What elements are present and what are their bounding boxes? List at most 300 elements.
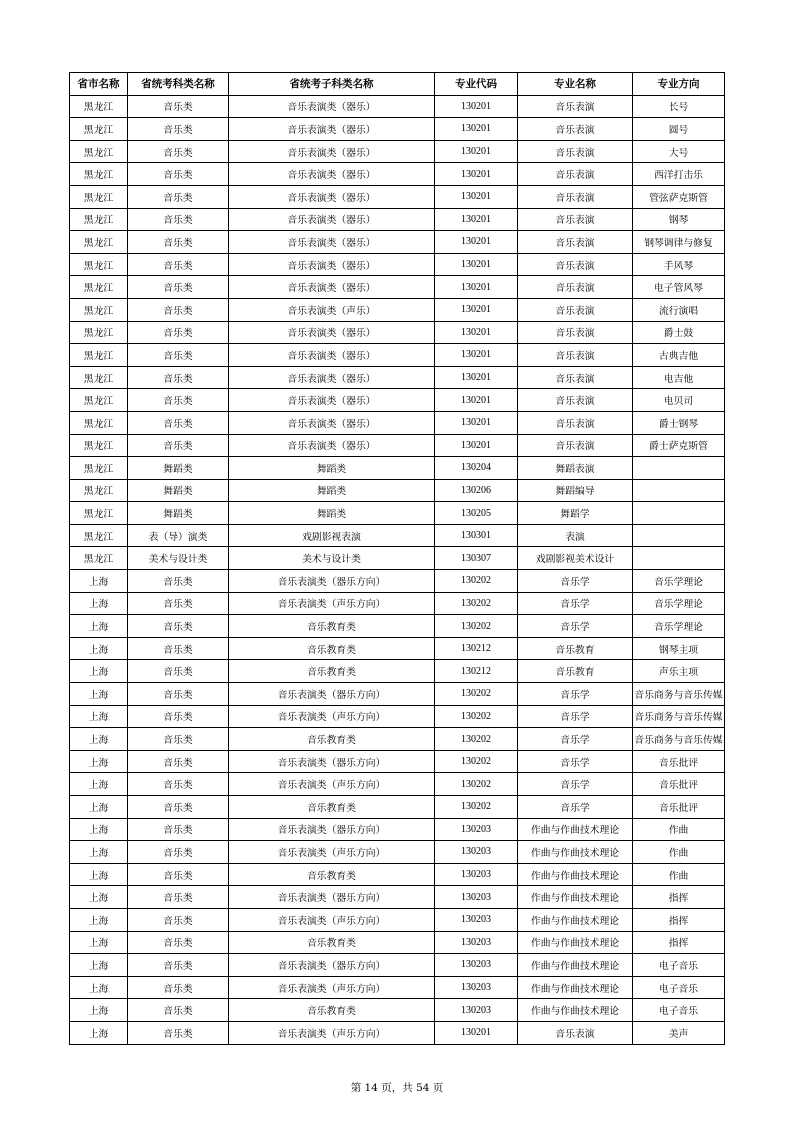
- cell-major-direction: 作曲: [633, 863, 725, 886]
- cell-category: 音乐类: [128, 185, 229, 208]
- cell-category: 音乐类: [128, 841, 229, 864]
- table-row: [70, 773, 725, 796]
- table-row: [70, 389, 725, 412]
- cell-province: 上海: [70, 908, 128, 931]
- cell-major-name: 音乐表演: [518, 253, 633, 276]
- table-row: [70, 118, 725, 141]
- cell-major-name: 音乐表演: [518, 411, 633, 434]
- cell-major-direction: 爵士萨克斯管: [633, 434, 725, 457]
- cell-major-code: 130202: [435, 750, 518, 773]
- cell-province: 黑龙江: [70, 502, 128, 525]
- cell-province: 上海: [70, 615, 128, 638]
- cell-major-direction: 电贝司: [633, 389, 725, 412]
- table-row: [70, 931, 725, 954]
- cell-category: 音乐类: [128, 298, 229, 321]
- cell-subcategory: 音乐表演类（声乐方向）: [229, 976, 435, 999]
- cell-major-direction: 古典吉他: [633, 344, 725, 367]
- cell-category: 音乐类: [128, 773, 229, 796]
- cell-major-code: 130203: [435, 976, 518, 999]
- cell-province: 上海: [70, 705, 128, 728]
- cell-major-code: 130203: [435, 863, 518, 886]
- cell-major-direction: 作曲: [633, 841, 725, 864]
- cell-province: 黑龙江: [70, 411, 128, 434]
- cell-major-direction: 电子管风琴: [633, 276, 725, 299]
- cell-subcategory: 音乐表演类（器乐）: [229, 276, 435, 299]
- cell-category: 音乐类: [128, 321, 229, 344]
- cell-category: 音乐类: [128, 118, 229, 141]
- cell-subcategory: 音乐表演类（器乐方向）: [229, 683, 435, 706]
- cell-major-code: 130201: [435, 344, 518, 367]
- cell-major-code: 130201: [435, 434, 518, 457]
- cell-major-name: 音乐表演: [518, 321, 633, 344]
- cell-subcategory: 音乐教育类: [229, 999, 435, 1022]
- cell-subcategory: 音乐表演类（声乐方向）: [229, 773, 435, 796]
- cell-major-name: 音乐表演: [518, 344, 633, 367]
- cell-major-code: 130201: [435, 231, 518, 254]
- cell-major-direction: 手风琴: [633, 253, 725, 276]
- cell-major-name: 作曲与作曲技术理论: [518, 976, 633, 999]
- cell-category: 舞蹈类: [128, 502, 229, 525]
- header-major-direction: 专业方向: [633, 73, 725, 96]
- cell-category: 舞蹈类: [128, 457, 229, 480]
- cell-major-direction: 声乐主项: [633, 660, 725, 683]
- cell-province: 上海: [70, 1021, 128, 1044]
- cell-category: 音乐类: [128, 140, 229, 163]
- cell-major-name: 音乐教育: [518, 637, 633, 660]
- cell-major-code: 130201: [435, 95, 518, 118]
- cell-subcategory: 音乐表演类（器乐方向）: [229, 750, 435, 773]
- table-row: [70, 231, 725, 254]
- cell-major-name: 作曲与作曲技术理论: [518, 908, 633, 931]
- cell-province: 上海: [70, 637, 128, 660]
- cell-subcategory: 音乐表演类（器乐）: [229, 118, 435, 141]
- cell-province: 黑龙江: [70, 276, 128, 299]
- cell-major-name: 音乐表演: [518, 389, 633, 412]
- table-row: [70, 615, 725, 638]
- cell-major-name: 音乐表演: [518, 434, 633, 457]
- cell-major-code: 130212: [435, 637, 518, 660]
- cell-subcategory: 音乐表演类（声乐方向）: [229, 908, 435, 931]
- cell-subcategory: 音乐教育类: [229, 863, 435, 886]
- cell-subcategory: 音乐表演类（器乐方向）: [229, 886, 435, 909]
- table-row: [70, 796, 725, 819]
- cell-major-direction: 爵士钢琴: [633, 411, 725, 434]
- table-row: [70, 999, 725, 1022]
- table-row: [70, 479, 725, 502]
- cell-major-code: 130202: [435, 592, 518, 615]
- cell-subcategory: 音乐表演类（器乐）: [229, 321, 435, 344]
- cell-major-code: 130203: [435, 931, 518, 954]
- cell-province: 黑龙江: [70, 524, 128, 547]
- cell-province: 黑龙江: [70, 231, 128, 254]
- cell-subcategory: 戏剧影视表演: [229, 524, 435, 547]
- cell-category: 音乐类: [128, 660, 229, 683]
- cell-major-name: 戏剧影视美术设计: [518, 547, 633, 570]
- cell-subcategory: 音乐表演类（器乐）: [229, 185, 435, 208]
- cell-major-direction: [633, 479, 725, 502]
- cell-major-direction: 大号: [633, 140, 725, 163]
- cell-category: 音乐类: [128, 95, 229, 118]
- header-major-name: 专业名称: [518, 73, 633, 96]
- cell-major-direction: 美声: [633, 1021, 725, 1044]
- cell-major-direction: 电子音乐: [633, 976, 725, 999]
- cell-category: 音乐类: [128, 276, 229, 299]
- cell-category: 音乐类: [128, 863, 229, 886]
- cell-major-code: 130201: [435, 185, 518, 208]
- page-footer: 第 14 页，共 54 页: [350, 1082, 444, 1094]
- cell-major-name: 音乐学: [518, 773, 633, 796]
- cell-major-name: 舞蹈编导: [518, 479, 633, 502]
- cell-province: 上海: [70, 931, 128, 954]
- cell-category: 表（导）演类: [128, 524, 229, 547]
- cell-subcategory: 舞蹈类: [229, 457, 435, 480]
- cell-major-direction: 钢琴调律与修复: [633, 231, 725, 254]
- cell-province: 黑龙江: [70, 140, 128, 163]
- cell-major-code: 130212: [435, 660, 518, 683]
- table-row: [70, 140, 725, 163]
- cell-major-code: 130203: [435, 886, 518, 909]
- cell-category: 音乐类: [128, 434, 229, 457]
- table-row: [70, 705, 725, 728]
- cell-major-direction: 钢琴主项: [633, 637, 725, 660]
- cell-subcategory: 音乐表演类（声乐方向）: [229, 592, 435, 615]
- cell-major-direction: 作曲: [633, 818, 725, 841]
- cell-province: 黑龙江: [70, 208, 128, 231]
- cell-major-code: 130203: [435, 841, 518, 864]
- cell-major-name: 表演: [518, 524, 633, 547]
- cell-major-direction: 钢琴: [633, 208, 725, 231]
- cell-category: 音乐类: [128, 954, 229, 977]
- cell-major-name: 音乐学: [518, 570, 633, 593]
- cell-category: 音乐类: [128, 344, 229, 367]
- cell-category: 舞蹈类: [128, 479, 229, 502]
- cell-major-code: 130201: [435, 321, 518, 344]
- cell-major-direction: [633, 547, 725, 570]
- cell-category: 音乐类: [128, 1021, 229, 1044]
- cell-major-code: 130201: [435, 253, 518, 276]
- cell-category: 音乐类: [128, 366, 229, 389]
- cell-subcategory: 音乐教育类: [229, 728, 435, 751]
- cell-province: 上海: [70, 976, 128, 999]
- cell-province: 上海: [70, 750, 128, 773]
- cell-province: 上海: [70, 954, 128, 977]
- cell-province: 黑龙江: [70, 547, 128, 570]
- cell-province: 黑龙江: [70, 321, 128, 344]
- cell-major-name: 作曲与作曲技术理论: [518, 954, 633, 977]
- cell-major-code: 130203: [435, 999, 518, 1022]
- cell-province: 上海: [70, 841, 128, 864]
- cell-province: 黑龙江: [70, 185, 128, 208]
- table-row: [70, 276, 725, 299]
- cell-province: 黑龙江: [70, 253, 128, 276]
- cell-province: 黑龙江: [70, 389, 128, 412]
- cell-major-direction: 音乐批评: [633, 750, 725, 773]
- cell-province: 上海: [70, 728, 128, 751]
- table-row: [70, 547, 725, 570]
- cell-subcategory: 舞蹈类: [229, 502, 435, 525]
- cell-subcategory: 音乐表演类（器乐方向）: [229, 954, 435, 977]
- cell-category: 音乐类: [128, 999, 229, 1022]
- table-row: [70, 411, 725, 434]
- cell-major-direction: [633, 457, 725, 480]
- table-row: [70, 1021, 725, 1044]
- cell-subcategory: 音乐表演类（器乐）: [229, 208, 435, 231]
- cell-major-name: 舞蹈学: [518, 502, 633, 525]
- table-row: [70, 841, 725, 864]
- cell-category: 音乐类: [128, 886, 229, 909]
- cell-major-direction: 指挥: [633, 908, 725, 931]
- cell-major-name: 作曲与作曲技术理论: [518, 931, 633, 954]
- cell-major-direction: 音乐批评: [633, 773, 725, 796]
- cell-subcategory: 舞蹈类: [229, 479, 435, 502]
- cell-major-code: 130202: [435, 570, 518, 593]
- cell-subcategory: 美术与设计类: [229, 547, 435, 570]
- cell-province: 上海: [70, 863, 128, 886]
- cell-subcategory: 音乐表演类（器乐）: [229, 163, 435, 186]
- cell-major-name: 音乐学: [518, 728, 633, 751]
- cell-major-code: 130301: [435, 524, 518, 547]
- table-row: [70, 434, 725, 457]
- cell-major-code: 130201: [435, 163, 518, 186]
- table-row: [70, 95, 725, 118]
- cell-subcategory: 音乐教育类: [229, 660, 435, 683]
- table-row: [70, 750, 725, 773]
- cell-subcategory: 音乐教育类: [229, 637, 435, 660]
- cell-subcategory: 音乐表演类（器乐）: [229, 231, 435, 254]
- cell-major-code: 130206: [435, 479, 518, 502]
- cell-subcategory: 音乐表演类（器乐）: [229, 253, 435, 276]
- cell-major-direction: 音乐批评: [633, 796, 725, 819]
- cell-major-direction: 长号: [633, 95, 725, 118]
- cell-category: 音乐类: [128, 411, 229, 434]
- cell-province: 黑龙江: [70, 298, 128, 321]
- cell-subcategory: 音乐表演类（器乐）: [229, 95, 435, 118]
- cell-category: 音乐类: [128, 615, 229, 638]
- cell-major-code: 130202: [435, 615, 518, 638]
- cell-major-name: 音乐表演: [518, 1021, 633, 1044]
- cell-category: 音乐类: [128, 208, 229, 231]
- cell-major-direction: 指挥: [633, 931, 725, 954]
- cell-subcategory: 音乐表演类（器乐）: [229, 389, 435, 412]
- cell-major-direction: 音乐学理论: [633, 592, 725, 615]
- cell-major-code: 130307: [435, 547, 518, 570]
- cell-province: 黑龙江: [70, 479, 128, 502]
- cell-major-code: 130201: [435, 140, 518, 163]
- header-subcategory: 省统考子科类名称: [229, 73, 435, 96]
- cell-category: 音乐类: [128, 683, 229, 706]
- cell-category: 音乐类: [128, 592, 229, 615]
- cell-province: 上海: [70, 683, 128, 706]
- header-province: 省市名称: [70, 73, 128, 96]
- cell-major-code: 130201: [435, 389, 518, 412]
- cell-major-direction: 音乐商务与音乐传媒: [633, 683, 725, 706]
- cell-subcategory: 音乐表演类（声乐方向）: [229, 841, 435, 864]
- cell-major-direction: 音乐商务与音乐传媒: [633, 705, 725, 728]
- cell-subcategory: 音乐表演类（器乐）: [229, 366, 435, 389]
- table-row: [70, 253, 725, 276]
- cell-major-name: 音乐表演: [518, 163, 633, 186]
- cell-subcategory: 音乐表演类（器乐方向）: [229, 570, 435, 593]
- table-row: [70, 660, 725, 683]
- cell-major-name: 音乐学: [518, 750, 633, 773]
- cell-major-code: 130201: [435, 276, 518, 299]
- table-row: [70, 886, 725, 909]
- cell-category: 音乐类: [128, 570, 229, 593]
- table-row: [70, 592, 725, 615]
- cell-major-name: 作曲与作曲技术理论: [518, 818, 633, 841]
- table-row: [70, 683, 725, 706]
- cell-major-direction: 电吉他: [633, 366, 725, 389]
- cell-major-direction: 管弦萨克斯管: [633, 185, 725, 208]
- cell-category: 音乐类: [128, 796, 229, 819]
- cell-major-name: 舞蹈表演: [518, 457, 633, 480]
- cell-major-direction: 音乐学理论: [633, 615, 725, 638]
- cell-major-direction: 爵士鼓: [633, 321, 725, 344]
- cell-province: 上海: [70, 886, 128, 909]
- cell-province: 上海: [70, 592, 128, 615]
- cell-category: 音乐类: [128, 637, 229, 660]
- cell-major-code: 130202: [435, 796, 518, 819]
- table-row: [70, 208, 725, 231]
- table-row: [70, 637, 725, 660]
- table-row: [70, 863, 725, 886]
- cell-subcategory: 音乐教育类: [229, 615, 435, 638]
- cell-major-name: 音乐教育: [518, 660, 633, 683]
- table-row: [70, 457, 725, 480]
- cell-subcategory: 音乐表演类（器乐方向）: [229, 818, 435, 841]
- cell-category: 音乐类: [128, 231, 229, 254]
- cell-subcategory: 音乐表演类（器乐）: [229, 411, 435, 434]
- program-table: [69, 72, 725, 1045]
- cell-province: 黑龙江: [70, 457, 128, 480]
- table-row: [70, 976, 725, 999]
- header-major-code: 专业代码: [435, 73, 518, 96]
- cell-category: 音乐类: [128, 931, 229, 954]
- cell-major-name: 音乐表演: [518, 298, 633, 321]
- cell-category: 音乐类: [128, 908, 229, 931]
- cell-province: 上海: [70, 570, 128, 593]
- table-row: [70, 502, 725, 525]
- table-row: [70, 954, 725, 977]
- cell-province: 黑龙江: [70, 366, 128, 389]
- cell-major-name: 音乐表演: [518, 231, 633, 254]
- cell-major-code: 130201: [435, 118, 518, 141]
- cell-province: 黑龙江: [70, 434, 128, 457]
- cell-major-direction: 指挥: [633, 886, 725, 909]
- table-row: [70, 908, 725, 931]
- cell-subcategory: 音乐表演类（声乐）: [229, 298, 435, 321]
- table-row: [70, 344, 725, 367]
- cell-major-code: 130202: [435, 773, 518, 796]
- cell-major-code: 130203: [435, 818, 518, 841]
- cell-major-direction: 西洋打击乐: [633, 163, 725, 186]
- cell-major-direction: 电子音乐: [633, 954, 725, 977]
- cell-major-code: 130202: [435, 683, 518, 706]
- table-row: [70, 524, 725, 547]
- cell-major-code: 130201: [435, 298, 518, 321]
- table-row: [70, 321, 725, 344]
- cell-major-name: 音乐表演: [518, 185, 633, 208]
- cell-subcategory: 音乐教育类: [229, 796, 435, 819]
- cell-major-name: 音乐学: [518, 705, 633, 728]
- cell-major-direction: 音乐商务与音乐传媒: [633, 728, 725, 751]
- table-row: [70, 818, 725, 841]
- cell-major-name: 音乐表演: [518, 208, 633, 231]
- header-category: 省统考科类名称: [128, 73, 229, 96]
- table-row: [70, 366, 725, 389]
- cell-subcategory: 音乐表演类（声乐方向）: [229, 1021, 435, 1044]
- cell-major-direction: 流行演唱: [633, 298, 725, 321]
- cell-province: 上海: [70, 999, 128, 1022]
- cell-major-name: 作曲与作曲技术理论: [518, 863, 633, 886]
- cell-major-code: 130202: [435, 728, 518, 751]
- cell-major-code: 130205: [435, 502, 518, 525]
- cell-major-code: 130201: [435, 366, 518, 389]
- cell-major-code: 130201: [435, 1021, 518, 1044]
- cell-major-name: 音乐学: [518, 592, 633, 615]
- cell-category: 美术与设计类: [128, 547, 229, 570]
- cell-major-code: 130203: [435, 908, 518, 931]
- cell-province: 上海: [70, 773, 128, 796]
- cell-major-name: 音乐表演: [518, 140, 633, 163]
- cell-major-direction: 音乐学理论: [633, 570, 725, 593]
- cell-major-name: 作曲与作曲技术理论: [518, 886, 633, 909]
- cell-major-name: 音乐表演: [518, 118, 633, 141]
- cell-major-direction: 电子音乐: [633, 999, 725, 1022]
- cell-major-name: 音乐表演: [518, 366, 633, 389]
- cell-major-name: 作曲与作曲技术理论: [518, 841, 633, 864]
- cell-category: 音乐类: [128, 750, 229, 773]
- cell-major-name: 音乐表演: [518, 95, 633, 118]
- cell-category: 音乐类: [128, 253, 229, 276]
- cell-province: 上海: [70, 818, 128, 841]
- table-row: [70, 298, 725, 321]
- table-row: [70, 163, 725, 186]
- cell-category: 音乐类: [128, 163, 229, 186]
- cell-subcategory: 音乐教育类: [229, 931, 435, 954]
- cell-subcategory: 音乐表演类（器乐）: [229, 140, 435, 163]
- cell-major-name: 作曲与作曲技术理论: [518, 999, 633, 1022]
- cell-province: 上海: [70, 796, 128, 819]
- cell-major-code: 130202: [435, 705, 518, 728]
- cell-major-name: 音乐学: [518, 796, 633, 819]
- cell-major-direction: [633, 502, 725, 525]
- cell-major-direction: [633, 524, 725, 547]
- cell-province: 黑龙江: [70, 344, 128, 367]
- cell-category: 音乐类: [128, 818, 229, 841]
- cell-major-code: 130204: [435, 457, 518, 480]
- cell-province: 黑龙江: [70, 118, 128, 141]
- cell-major-direction: 圆号: [633, 118, 725, 141]
- cell-province: 黑龙江: [70, 163, 128, 186]
- table-row: [70, 728, 725, 751]
- cell-category: 音乐类: [128, 976, 229, 999]
- cell-major-name: 音乐表演: [518, 276, 633, 299]
- cell-category: 音乐类: [128, 389, 229, 412]
- cell-province: 上海: [70, 660, 128, 683]
- cell-major-code: 130201: [435, 411, 518, 434]
- cell-major-code: 130201: [435, 208, 518, 231]
- cell-subcategory: 音乐表演类（器乐）: [229, 434, 435, 457]
- cell-category: 音乐类: [128, 728, 229, 751]
- table-row: [70, 185, 725, 208]
- cell-province: 黑龙江: [70, 95, 128, 118]
- table-row: [70, 570, 725, 593]
- cell-major-code: 130203: [435, 954, 518, 977]
- cell-subcategory: 音乐表演类（器乐）: [229, 344, 435, 367]
- cell-category: 音乐类: [128, 705, 229, 728]
- cell-major-name: 音乐学: [518, 683, 633, 706]
